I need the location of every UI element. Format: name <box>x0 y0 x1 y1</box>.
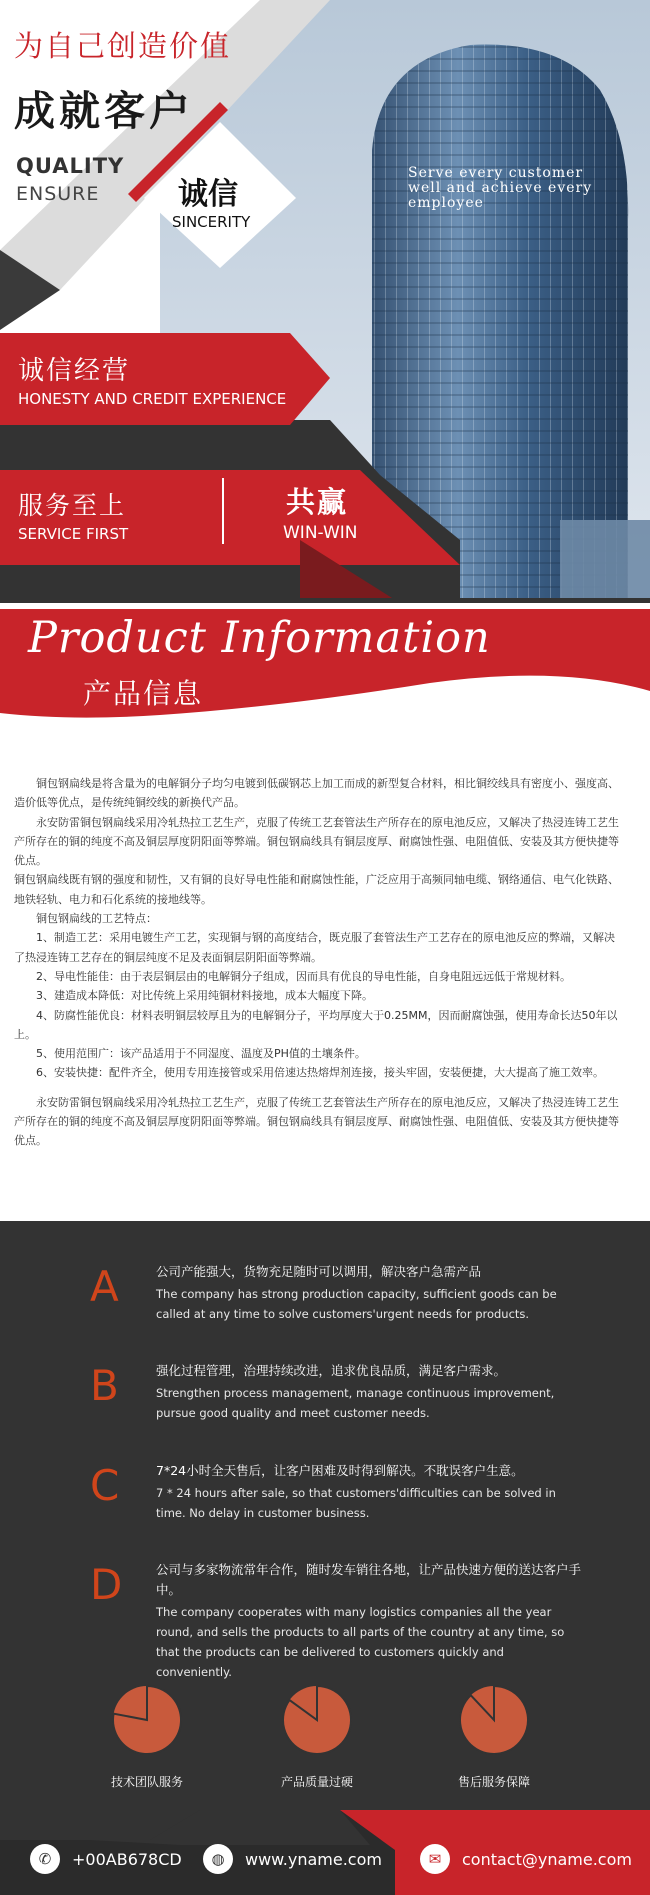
product-info-banner <box>0 603 650 733</box>
email-address: contact@yname.com <box>462 1849 632 1869</box>
pie-label: 技术团队服务 <box>110 1775 183 1789</box>
feature-title: 强化过程管理，治理持续改进，追求优良品质，满足客户需求。 <box>156 1363 507 1378</box>
service-subtitle: SERVICE FIRST <box>18 525 129 543</box>
honesty-title: 诚信经营 <box>18 356 131 386</box>
feature-description: Strengthen process management, manage continuous improvement, pursue good quality and meet customer needs. <box>156 1386 555 1420</box>
banner-title: 产品信息 <box>83 677 204 710</box>
feature-letter: D <box>90 1560 123 1609</box>
globe-icon: ◍ <box>203 1844 233 1874</box>
win-title: 共赢 <box>286 485 349 519</box>
paragraph: 铜包钢扁线是将含量为的电解铜分子均匀电镀到低碳钢芯上加工而成的新型复合材料，相比铜绞线具有密度小、强度高、造价低等优点，是传统纯铜绞线的新换代产品。 <box>14 777 619 810</box>
email-contact[interactable] <box>420 1844 632 1874</box>
phone-icon: ✆ <box>30 1844 60 1874</box>
paragraph: 4、防腐性能优良：材料表明铜层较厚且为的电解铜分子，平均厚度大于0.25MM，因而耐腐蚀强，使用寿命长达50年以上。 <box>14 1008 618 1041</box>
paragraph: 永安防雷铜包钢扁线采用冷轧热拉工艺生产，克服了传统工艺套管法生产所存在的原电池反应，又解决了热浸连铸工艺生产所存在的铜的纯度不高及铜层厚度阴阳面等弊端。铜包钢扁线具有铜层度厚、耐腐蚀性强、电阻值低、安装及其方便快捷等优点。 <box>14 815 619 868</box>
honesty-subtitle: HONESTY AND CREDIT EXPERIENCE <box>18 390 287 408</box>
feature-title: 公司产能强大，货物充足随时可以调用，解决客户急需产品 <box>156 1264 482 1279</box>
service-pies <box>0 1685 650 1805</box>
paragraph: 5、使用范围广：该产品适用于不同湿度、温度及PH值的土壤条件。 <box>14 1047 366 1061</box>
feature-title: 公司与多家物流常年合作，随时发车销往各地，让产品快速方便的送达客户手中。 <box>156 1562 582 1597</box>
paragraph: 1、制造工艺：采用电镀生产工艺，实现铜与钢的高度结合，既克服了套管法生产工艺存在的原电池反应的弊端，又解决了热浸连铸工艺存在的铜层纯度不足及表面铜层阴阳面等弊端。 <box>14 931 615 964</box>
paragraph: 铜包钢扁线的工艺特点： <box>14 912 157 926</box>
pie-item <box>247 1685 387 1790</box>
sincerity-title: 诚信 <box>178 177 238 212</box>
service-title: 服务至上 <box>18 491 127 520</box>
hero-serve-text: Serve every customer well and achieve every employee <box>408 165 593 211</box>
website-contact[interactable] <box>203 1844 382 1874</box>
pie-chart <box>459 1685 529 1755</box>
hero-slogan-main: 成就客户 <box>14 87 194 135</box>
feature-description: 7 * 24 hours after sale, so that customers'difficulties can be solved in time. No delay in customer business. <box>156 1486 556 1520</box>
pie-chart <box>282 1685 352 1755</box>
contact-footer <box>0 1810 650 1895</box>
feature-letter: C <box>90 1461 120 1510</box>
website-url: www.yname.com <box>245 1849 382 1869</box>
paragraph: 铜包钢扁线既有钢的强度和韧性，又有铜的良好导电性能和耐腐蚀性能，广泛应用于高频同轴电缆、钢络通信、电气化铁路、地铁轻轨、电力和石化系统的接地线等。 <box>14 873 619 906</box>
phone-contact[interactable] <box>30 1844 182 1874</box>
ensure-label: ENSURE <box>16 183 100 205</box>
pie-label: 售后服务保障 <box>457 1775 530 1789</box>
mail-icon: ✉ <box>420 1844 450 1874</box>
feature-title: 7*24小时全天售后，让客户困难及时得到解决。不耽误客户生意。 <box>156 1463 524 1478</box>
paragraph: 6、安装快捷：配件齐全，使用专用连接管或采用倍速达热熔焊剂连接，接头牢固，安装便捷，大大提高了施工效率。 <box>14 1066 604 1080</box>
paragraph: 3、建造成本降低：对比传统上采用纯铜材料接地，成本大幅度下降。 <box>14 989 373 1003</box>
paragraph: 永安防雷铜包钢扁线采用冷轧热拉工艺生产，克服了传统工艺套管法生产所存在的原电池反应，又解决了热浸连铸工艺生产所存在的铜的纯度不高及铜层厚度阴阳面等弊端。铜包钢扁线具有铜层度厚、耐腐蚀性强、电阻值低、安装及其方便快捷等优点。 <box>14 1095 619 1148</box>
ribbon-divider <box>222 478 224 544</box>
quality-label: QUALITY <box>16 154 125 178</box>
hero-section <box>0 0 650 603</box>
pie-label: 产品质量过硬 <box>280 1775 353 1789</box>
banner-script-title: Product Information <box>28 613 491 663</box>
paragraph: 2、导电性能佳：由于表层铜层由的电解铜分子组成，因而具有优良的导电性能，自身电阻远远低于常规材料。 <box>14 969 571 983</box>
feature-description: The company cooperates with many logistics companies all the year round, and sells the products to all parts of the country at any time, so that the products can be delivered to customers quickly and conveniently. <box>156 1605 565 1679</box>
product-description <box>14 774 624 1151</box>
feature-description: The company has strong production capacity, sufficient goods can be called at any time to solve customers'urgent needs for products. <box>156 1287 557 1321</box>
phone-number: +00AB678CD <box>72 1849 182 1869</box>
pie-chart <box>112 1685 182 1755</box>
feature-letter: B <box>90 1361 119 1410</box>
hero-slogan-top: 为自己创造价值 <box>14 29 232 63</box>
feature-letter: A <box>90 1262 119 1311</box>
sincerity-subtitle: SINCERITY <box>172 213 251 231</box>
pie-item <box>424 1685 564 1790</box>
win-subtitle: WIN-WIN <box>283 523 358 543</box>
advantages-section <box>0 1221 650 1895</box>
pie-item <box>77 1685 217 1790</box>
